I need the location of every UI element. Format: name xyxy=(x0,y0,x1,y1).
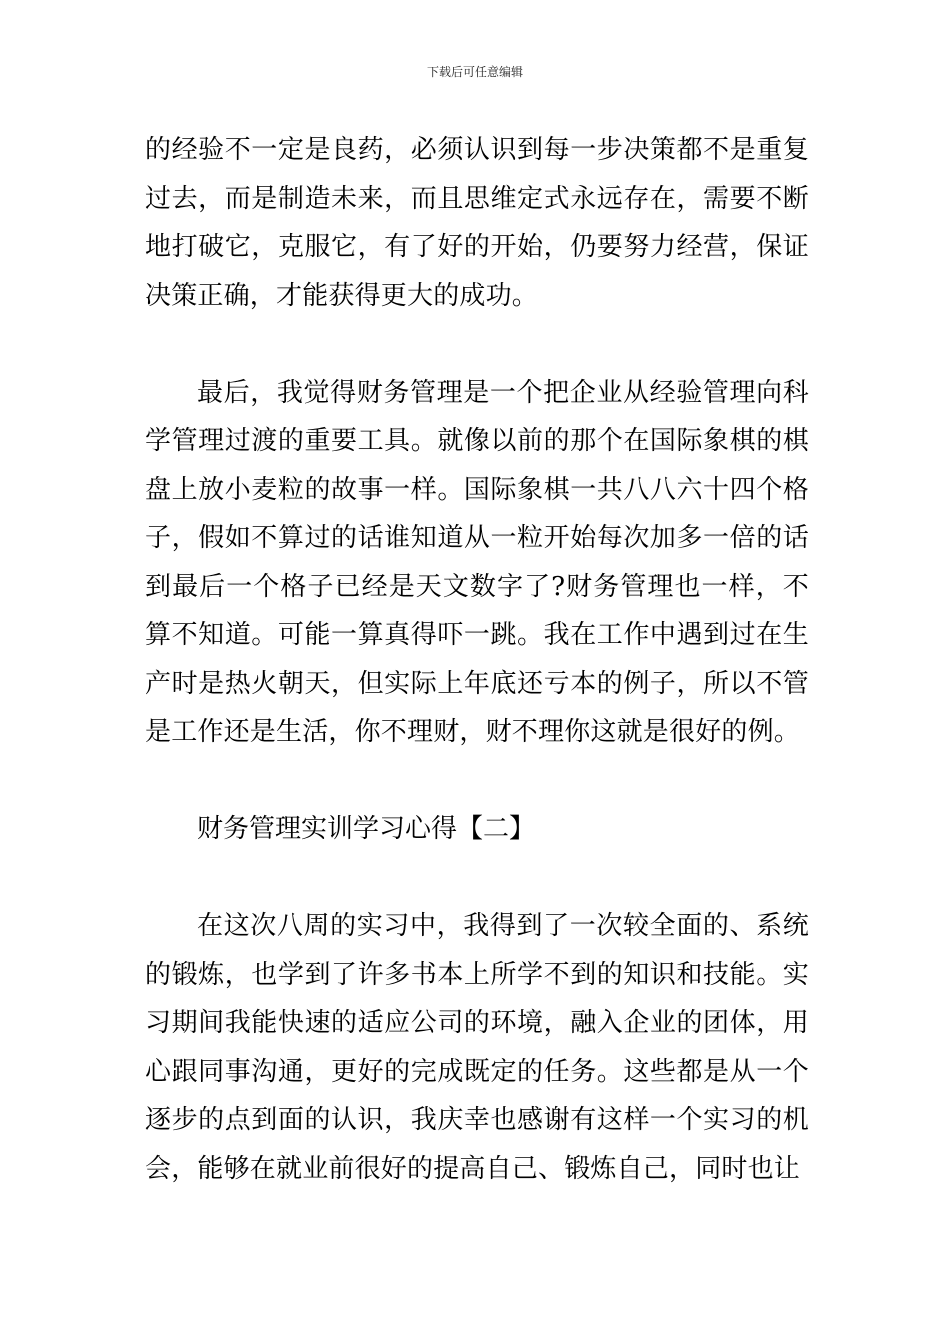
paragraph-continuation: 的经验不一定是良药，必须认识到每一步决策都不是重复过去，而是制造未来，而且思维定式永远存在，需要不断地打破它，克服它，有了好的开始，仍要努力经营，保证决策正确，才能获得更大的成功。 xyxy=(145,135,809,311)
paragraph-financial-management: 最后，我觉得财务管理是一个把企业从经验管理向科学管理过渡的重要工具。就像以前的那个在国际象棋的棋盘上放小麦粒的故事一样。国际象棋一共八八六十四个格子，假如不算过的话谁知道从一粒开始每次加多一倍的话到最后一个格子已经是天文数字了?财务管理也一样，不算不知道。可能一算真得吓一跳。我在工作中遇到过在生产时是热火朝天，但实际上年底还亏本的例子，所以不管是工作还是生活，你不理财，财不理你这就是很好的例。 xyxy=(145,377,809,747)
document-body xyxy=(145,126,809,1193)
paragraph-spacer xyxy=(145,320,809,369)
paragraph-internship: 在这次八周的实习中，我得到了一次较全面的、系统的锻炼，也学到了许多书本上所学不到的知识和技能。实习期间我能快速的适应公司的环境，融入企业的团体，用心跟同事沟通，更好的完成既定的任务。这些都是从一个逐步的点到面的认识，我庆幸也感谢有这样一个实习的机会，能够在就业前很好的提高自己、锻炼自己，同时也让 xyxy=(145,911,809,1184)
section-title: 财务管理实训学习心得【二】 xyxy=(197,814,536,844)
page-header-note: 下载后可任意编辑 xyxy=(426,65,523,79)
paragraph-spacer xyxy=(145,757,809,806)
paragraph-spacer xyxy=(145,854,809,903)
